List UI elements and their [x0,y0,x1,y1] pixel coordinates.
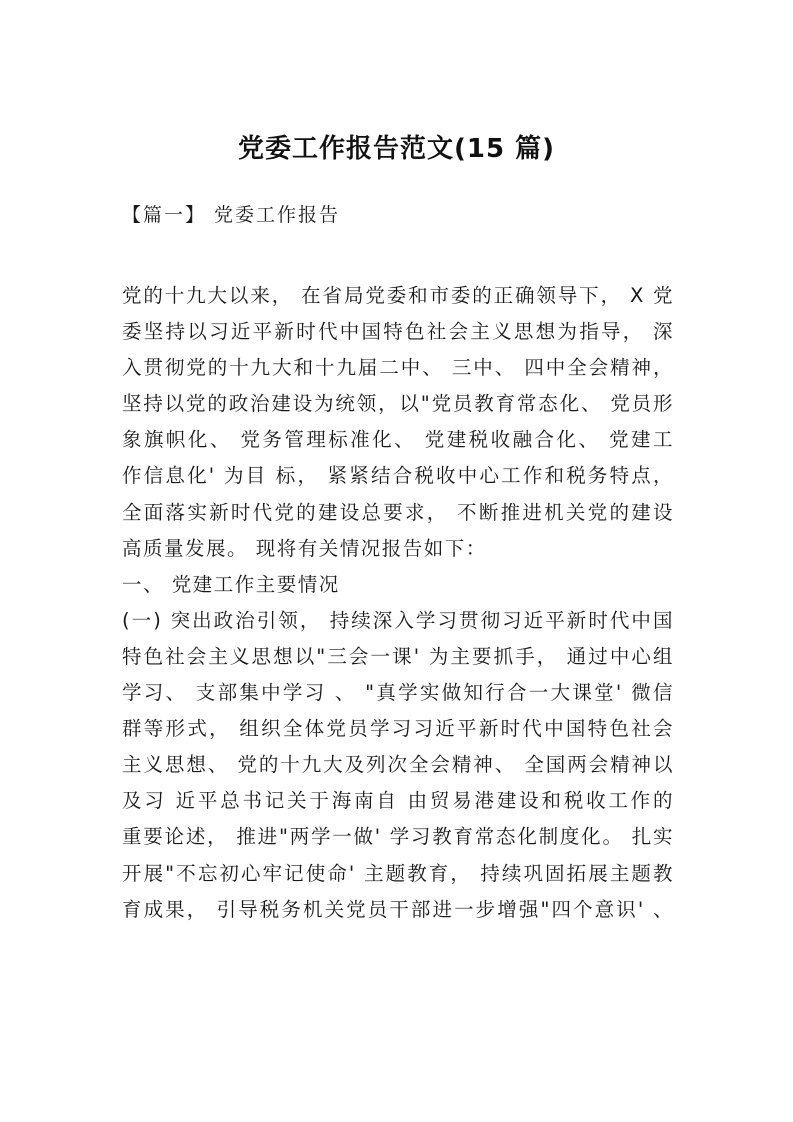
body-line: 学习、 支部集中学习 、 "真学实做知行合一大课堂' 微信 [122,681,674,705]
body-line: 入贯彻党的十九大和十九届二中、 三中、 四中全会精神， [122,356,674,380]
body-line: 象旗帜化、 党务管理标准化、 党建税收融合化、 党建工 [122,428,674,452]
body-line: 作信息化' 为目 标， 紧紧结合税收中心工作和税务特点， [122,464,674,488]
body-line: 及习 近平总书记关于海南自 由贸易港建设和税收工作的 [122,789,674,813]
body-line: 委坚持以习近平新时代中国特色社会主义思想为指导， 深 [122,320,674,344]
body-line: 主义思想、 党的十九大及列次全会精神、 全国两会精神以 [122,753,674,777]
body-line: (一) 突出政治引领， 持续深入学习贯彻习近平新时代中国 [122,608,674,632]
document-body [122,278,674,928]
subsection-heading: 一、 党建工作主要情况 [122,572,340,596]
body-line: 全面落实新时代党的建设总要求， 不断推进机关党的建设 [122,500,674,524]
body-line: 高质量发展。 现将有关情况报告如下： [122,536,487,560]
body-line: 育成果， 引导税务机关党员干部进一步增强"四个意识' 、 [122,897,674,921]
document-title: 党委工作报告范文(15 篇) [238,134,555,164]
body-line: 重要论述， 推进"两学一做' 学习教育常态化制度化。 扎实 [122,825,674,849]
body-line: 群等形式， 组织全体党员学习习近平新时代中国特色社会 [122,717,674,741]
body-line: 党的十九大以来， 在省局党委和市委的正确领导下， X 党 [122,284,674,307]
body-line: 开展"不忘初心牢记使命' 主题教育， 持续巩固拓展主题教 [122,861,674,885]
body-line: 特色社会主义思想以"三会一课' 为主要抓手， 通过中心组 [122,644,674,668]
body-line: 坚持以党的政治建设为统领，以"党员教育常态化、 党员形 [122,392,674,416]
section-heading: 【篇一】 党委工作报告 [122,204,341,226]
